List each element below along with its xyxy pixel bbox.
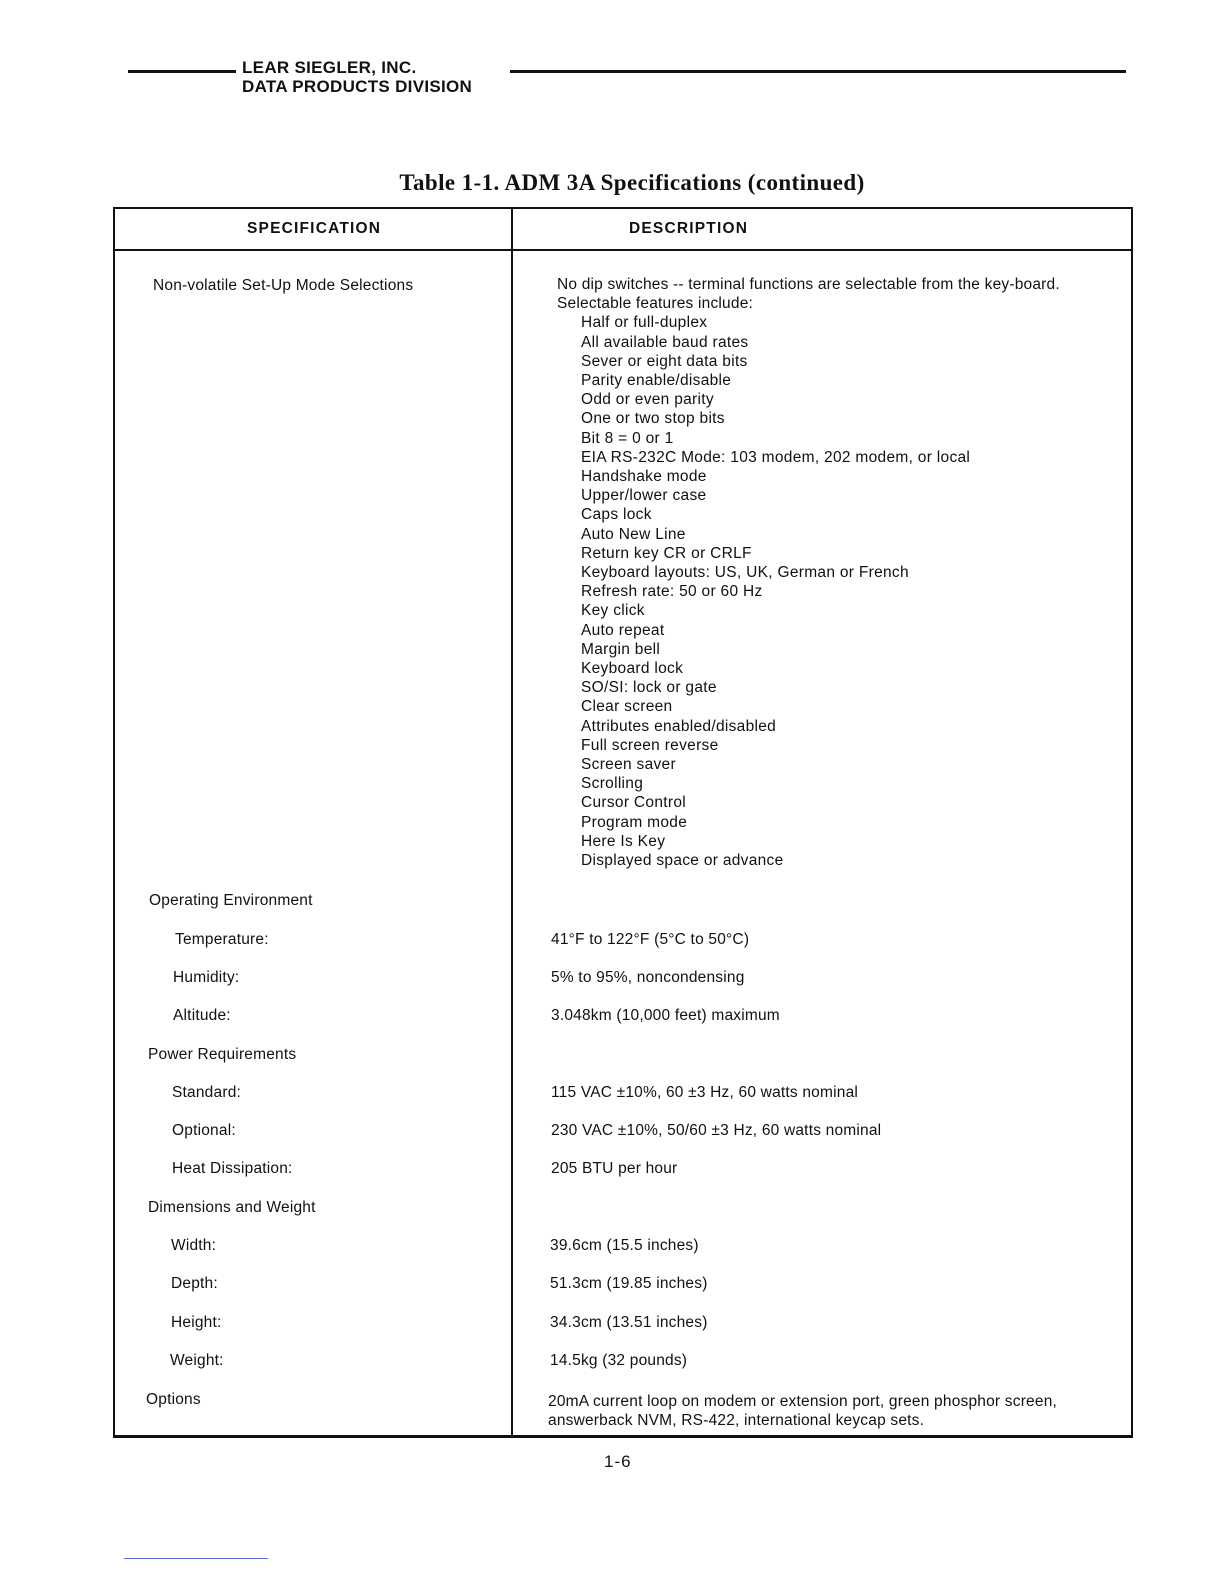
spec-width: Width:	[171, 1237, 217, 1254]
value-temperature: 41°F to 122°F (5°C to 50°C)	[551, 931, 750, 948]
header-row-rule	[115, 249, 1131, 251]
value-height: 34.3cm (13.51 inches)	[550, 1314, 708, 1331]
setup-feature-list	[557, 313, 1127, 870]
document-header	[128, 58, 1128, 102]
list-item: Keyboard lock	[581, 660, 684, 678]
value-altitude: 3.048km (10,000 feet) maximum	[551, 1007, 780, 1024]
value-depth: 51.3cm (19.85 inches)	[550, 1275, 708, 1292]
spec-operating-environment: Operating Environment	[149, 892, 313, 909]
list-item: EIA RS-232C Mode: 103 modem, 202 modem, or local	[581, 448, 971, 466]
column-header-specification: SPECIFICATION	[247, 220, 382, 237]
spec-power-standard: Standard:	[172, 1084, 242, 1101]
spec-humidity: Humidity:	[173, 969, 240, 986]
list-item: Scrolling	[581, 775, 644, 793]
spec-height: Height:	[171, 1314, 222, 1331]
header-rule-right	[510, 70, 1126, 73]
list-item: All available baud rates	[581, 333, 749, 351]
list-item: Half or full-duplex	[581, 314, 708, 332]
value-heat-dissipation: 205 BTU per hour	[551, 1160, 678, 1177]
setup-intro: No dip switches -- terminal functions are selectable from the key-board. Selectable features include:	[557, 276, 1060, 313]
list-item: Auto repeat	[581, 621, 665, 639]
footer-link-underline[interactable]	[124, 1558, 268, 1559]
value-power-standard: 115 VAC ±10%, 60 ±3 Hz, 60 watts nominal	[551, 1084, 859, 1101]
spec-setup-mode: Non-volatile Set-Up Mode Selections	[153, 277, 414, 294]
list-item: Margin bell	[581, 640, 661, 658]
list-item: Keyboard layouts: US, UK, German or French	[581, 564, 909, 582]
value-power-optional: 230 VAC ±10%, 50/60 ±3 Hz, 60 watts nominal	[551, 1122, 882, 1139]
page-number: 1-6	[604, 1452, 632, 1471]
spec-power-requirements: Power Requirements	[148, 1046, 297, 1063]
spec-options: Options	[146, 1391, 201, 1408]
setup-description	[557, 275, 1127, 870]
company-name: LEAR SIEGLER, INC.	[242, 58, 417, 77]
list-item: Upper/lower case	[581, 487, 707, 505]
list-item: Here Is Key	[581, 832, 666, 850]
list-item: Odd or even parity	[581, 391, 714, 409]
spec-temperature: Temperature:	[175, 931, 269, 948]
list-item: SO/SI: lock or gate	[581, 679, 717, 697]
spec-depth: Depth:	[171, 1275, 218, 1292]
list-item: Bit 8 = 0 or 1	[581, 429, 674, 447]
list-item: Attributes enabled/disabled	[581, 717, 777, 735]
value-width: 39.6cm (15.5 inches)	[550, 1237, 699, 1254]
value-humidity: 5% to 95%, noncondensing	[551, 969, 745, 986]
list-item: Parity enable/disable	[581, 372, 732, 390]
value-weight: 14.5kg (32 pounds)	[550, 1352, 688, 1369]
spec-power-optional: Optional:	[172, 1122, 236, 1139]
division-name: DATA PRODUCTS DIVISION	[242, 77, 473, 96]
list-item: Clear screen	[581, 698, 673, 716]
list-item: Screen saver	[581, 756, 676, 774]
list-item: Return key CR or CRLF	[581, 544, 752, 562]
list-item: Handshake mode	[581, 468, 707, 486]
specifications-table	[113, 207, 1133, 1438]
list-item: One or two stop bits	[581, 410, 725, 428]
list-item: Caps lock	[581, 506, 652, 524]
table-title: Table 1-1. ADM 3A Specifications (continued)	[399, 170, 865, 195]
list-item: Refresh rate: 50 or 60 Hz	[581, 583, 763, 601]
column-divider	[511, 209, 513, 1435]
list-item: Displayed space or advance	[581, 852, 784, 870]
spec-weight: Weight:	[170, 1352, 224, 1369]
list-item: Program mode	[581, 813, 688, 831]
list-item: Auto New Line	[581, 525, 686, 543]
spec-altitude: Altitude:	[173, 1007, 231, 1024]
list-item: Key click	[581, 602, 645, 620]
list-item: Cursor Control	[581, 794, 686, 812]
list-item: Sever or eight data bits	[581, 352, 748, 370]
value-options: 20mA current loop on modem or extension port, green phosphor screen, answerback NVM, RS-422, international keycap sets.	[548, 1393, 1058, 1430]
spec-dimensions-weight: Dimensions and Weight	[148, 1199, 316, 1216]
list-item: Full screen reverse	[581, 736, 719, 754]
spec-heat-dissipation: Heat Dissipation:	[172, 1160, 293, 1177]
column-header-description: DESCRIPTION	[629, 220, 749, 237]
header-rule-left	[128, 70, 236, 73]
